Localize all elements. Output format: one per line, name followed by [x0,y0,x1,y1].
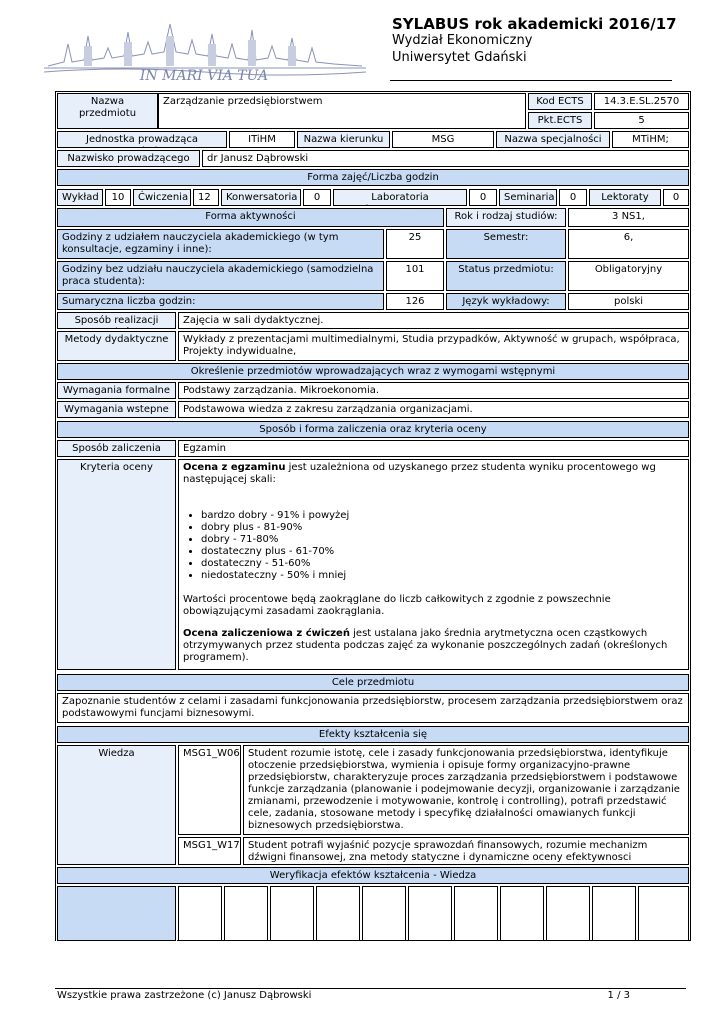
grading-scale-item: • dobry - 71-80% [201,534,684,546]
weryfikacja-cell [316,886,360,941]
value-rok: 3 NS1, [568,208,689,227]
label-rok: Rok i rodzaj studiów: [446,208,566,227]
label-godziny-z-udzialem: Godziny z udziałem nauczyciela akademickiego (w tym konsultacje, egzaminy i inne): [57,229,384,259]
label-wymagania-wstepne: Wymagania wstepne [57,401,176,418]
label-lektoraty: Lektoraty [589,189,661,206]
weryfikacja-cell [224,886,268,941]
value-status: Obligatoryjny [568,261,689,291]
footer-divider [55,988,686,989]
label-wyklad: Wykład [57,189,103,206]
label-sposob-zaliczenia: Sposób zaliczenia [57,440,176,457]
weryfikacja-cell [454,886,498,941]
header-forma-zajec: Forma zajęć/Liczba godzin [57,169,689,186]
kryteria-bold-1: Ocena z egzaminu [183,462,286,473]
logo-motto: IN MARI VIA TUA [139,68,269,82]
label-kod-ects: Kod ECTS [528,93,592,110]
grading-scale-item: • niedostateczny - 50% i mniej [201,570,684,582]
grading-scale-item: • bardzo dobry - 91% i powyżej [201,510,684,522]
label-prowadzacy: Nazwisko prowadzącego [57,150,200,167]
value-jezyk: polski [568,293,689,310]
value-godziny-z-udzialem: 25 [386,229,444,259]
header-sposob-forma: Sposób i forma zaliczenia oraz kryteria oceny [57,421,689,438]
label-wymagania-formalne: Wymagania formalne [57,382,176,399]
weryfikacja-cell [638,886,689,941]
value-wymagania-wstepne: Podstawowa wiedza z zakresu zarządzania organizacjami. [178,401,689,418]
university-name: Uniwersytet Gdański [392,50,527,65]
footer-copyright: Wszystkie prawa zastrzeżone (c) Janusz Dąbrowski [57,990,312,1001]
label-jednostka: Jednostka prowadząca [57,131,227,148]
kryteria-text-3: jest ustalana jako średnia arytmetyczna ocen cząstkowych otrzymywanych przez studenta podczas zajęć za wykonanie poszczególnych zadań (określonych programem). [183,628,668,663]
value-sposob-realizacji: Zajęcia w sali dydaktycznej. [178,312,689,329]
value-godziny-bez-udzialu: 101 [386,261,444,291]
header-efekty: Efekty kształcenia się [57,726,689,743]
grading-scale-list [183,510,684,582]
page-title: SYLABUS rok akademicki 2016/17 [392,15,677,33]
weryfikacja-label-cell [57,886,176,941]
weryfikacja-cell [178,886,222,941]
text-msg1-w06: Student rozumie istotę, cele i zasady funkcjonowania przedsiębiorstwa, identyfikuje otoczenie przedsiębiorstwa, wymienia i opisuje formy organizacyjno-prawne przedsiębiorstw, charakteryzuje proces zarządzania przedsiębiorstwem i podstawowe funkcje zarządzania (planowanie i podejmowanie decyzji, organizowanie i zarządzanie zmianami, przewodzenie i motywowanie, kontrolę i controlling), potrafi przedstawić cele, zadania, stosowane metody i specyfikę działalności omawianych funkcji biznesowych przedsiębiorstwa. [243,745,689,835]
value-wymagania-formalne: Podstawy zarządzania. Mikroekonomia. [178,382,689,399]
value-specjalnosc: MTiHM; [612,131,689,148]
weryfikacja-cell [270,886,314,941]
label-seminaria: Seminaria [499,189,557,206]
header-weryfikacja: Weryfikacja efektów kształcenia - Wiedza [57,867,689,884]
value-konwersatoria: 0 [303,189,331,206]
value-wyklad: 10 [105,189,131,206]
label-metody: Metody dydaktyczne [57,331,176,361]
value-semestr: 6, [568,229,689,259]
label-status: Status przedmiotu: [446,261,566,291]
weryfikacja-cell [546,886,590,941]
value-seminaria: 0 [559,189,587,206]
value-sposob-zaliczenia: Egzamin [178,440,689,457]
grading-scale-item: • dobry plus - 81-90% [201,522,684,534]
footer-page-number: 1 / 3 [607,990,630,1001]
kryteria-para-1 [183,462,684,486]
label-kierunek: Nazwa kierunku [297,131,390,148]
label-semestr: Semestr: [446,229,566,259]
text-msg1-w17: Student potrafi wyjaśnić pozycje sprawozdań finansowych, rozumie mechanizm dźwigni finansowej, zna metody statyczne i dynamiczne oceny efektywnosci [243,837,689,865]
header-forma-aktywnosci: Forma aktywności [57,208,444,227]
kryteria-text-1: jest uzależniona od uzyskanego przez studenta wyniku procentowego wg następującej skali: [183,462,656,485]
label-sumaryczna: Sumaryczna liczba godzin: [57,293,384,310]
university-logo [44,14,366,82]
value-lektoraty: 0 [663,189,689,206]
label-cwiczenia: Ćwiczenia [133,189,191,206]
value-kryteria [178,459,689,670]
label-kryteria: Kryteria oceny [57,459,176,670]
label-wiedza: Wiedza [57,745,176,865]
value-cwiczenia: 12 [193,189,219,206]
code-msg1-w06: MSG1_W06 [178,745,241,835]
weryfikacja-cell [408,886,452,941]
weryfikacja-cell [500,886,544,941]
value-kierunek: MSG [392,131,494,148]
value-kod-ects: 14.3.E.SL.2570 [594,93,689,110]
value-sumaryczna: 126 [386,293,444,310]
weryfikacja-cell [362,886,406,941]
grading-scale-item: • dostateczny - 51-60% [201,558,684,570]
label-nazwa-przedmiotu: Nazwa przedmiotu [57,93,158,129]
value-jednostka: ITiHM [229,131,295,148]
label-specjalnosc: Nazwa specjalności [496,131,610,148]
label-jezyk: Język wykładowy: [446,293,566,310]
label-laboratoria: Laboratoria [333,189,467,206]
label-godziny-bez-udzialu: Godziny bez udziału nauczyciela akademickiego (samodzielna praca studenta): [57,261,384,291]
header-divider [390,80,672,81]
code-msg1-w17: MSG1_W17 [178,837,241,865]
grading-scale-item: • dostateczny plus - 61-70% [201,546,684,558]
faculty-name: Wydział Ekonomiczny [392,33,533,48]
header-okreslenie: Określenie przedmiotów wprowadzających wraz z wymogami wstępnymi [57,363,689,380]
value-pkt-ects: 5 [594,112,689,129]
value-nazwa-przedmiotu: Zarządzanie przedsiębiorstwem [158,93,526,129]
weryfikacja-cell [592,886,636,941]
kryteria-bold-2: Ocena zaliczeniowa z ćwiczeń [183,628,350,639]
value-prowadzacy: dr Janusz Dąbrowski [202,150,689,167]
label-sposob-realizacji: Sposób realizacji [57,312,176,329]
label-konwersatoria: Konwersatoria [221,189,301,206]
kryteria-para-2: Wartości procentowe będą zaokrąglane do liczb całkowitych z zgodnie z powszechnie obowiązującymi zasadami zaokrąglania. [183,594,611,617]
value-metody: Wykłady z prezentacjami multimedialnymi, Studia przypadków, Aktywność w grupach, współpraca, Projekty indywidualne, [178,331,689,361]
value-laboratoria: 0 [469,189,497,206]
kryteria-para-3 [183,628,684,664]
header-cele: Cele przedmiotu [57,674,689,691]
label-pkt-ects: Pkt.ECTS [528,112,592,129]
value-cele: Zapoznanie studentów z celami i zasadami funkcjonowania przedsiębiorstw, procesem zarządzania przedsiębiorstwem oraz podstawowymi funcjami biznesowymi. [57,693,689,723]
